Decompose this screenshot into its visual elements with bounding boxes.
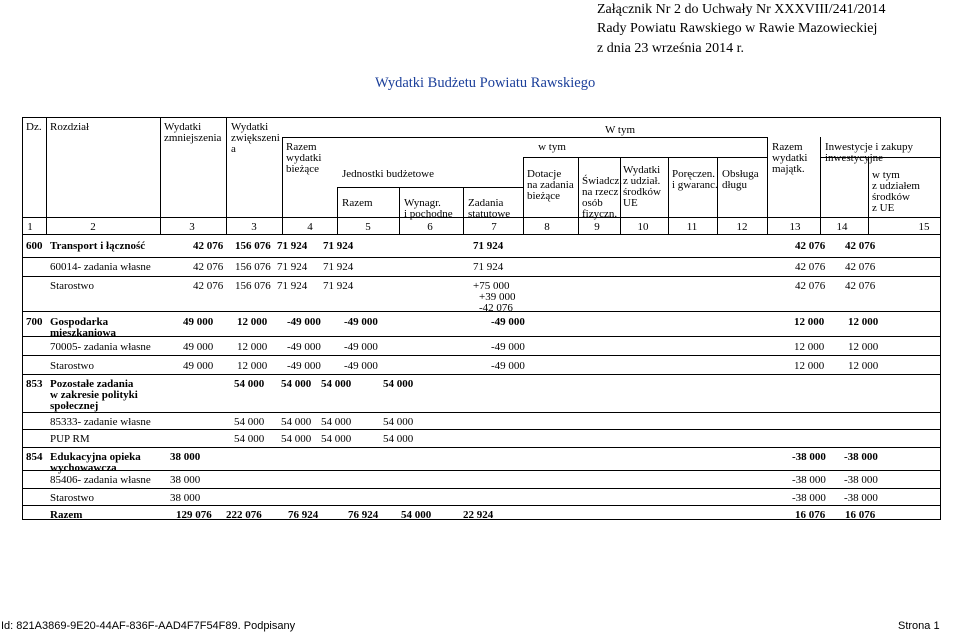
cell-wydatki-ue: -49 000 (491, 316, 525, 328)
header-rozdzial: Rozdział (50, 121, 90, 133)
header-inwestycje: inwestycyjne (825, 152, 884, 164)
cell-inwestycje: -38 000 (844, 451, 878, 463)
header-obsluga: długu (722, 179, 748, 191)
cell-razem-majatk: -38 000 (792, 492, 826, 504)
row-rule-dz (22, 355, 46, 356)
header-dotacje: Dotacje (527, 168, 562, 180)
column-number: 3 (251, 221, 257, 233)
column-number: 14 (836, 221, 848, 233)
row-rule-dz (22, 429, 46, 430)
row-name: 70005- zadania własne (50, 341, 151, 353)
cell-zwiekszenia: 222 076 (226, 509, 262, 521)
cell-zmniejszenia: 38 000 (170, 492, 201, 504)
cell-razem: 54 000 (281, 416, 312, 428)
row-name: Gospodarka (50, 316, 109, 328)
row-rule (46, 412, 940, 413)
header-rule-wtym (282, 137, 767, 138)
row-rule-dz (22, 488, 46, 489)
row-name: Pozostałe zadania (50, 378, 134, 390)
row-name: mieszkaniowa (50, 327, 116, 339)
cell-zmniejszenia: 49 000 (183, 360, 214, 372)
cell-zadania: 54 000 (383, 416, 414, 428)
cell-razem-majatk: 42 076 (795, 240, 826, 252)
row-rule (46, 355, 940, 356)
header-w-tym-ue: w tym (872, 169, 900, 181)
cell-inwestycje: 12 000 (848, 341, 879, 353)
cell-razem: 71 924 (277, 261, 308, 273)
row-name: 60014- zadania własne (50, 261, 151, 273)
header-dotacje: bieżące (527, 190, 560, 202)
cell-zmniejszenia: 49 000 (183, 316, 214, 328)
cell-zwiekszenia: 12 000 (237, 316, 268, 328)
header-column-rule (820, 137, 821, 234)
cell-zwiekszenia: 12 000 (237, 360, 268, 372)
header-razem-majatk: wydatki (772, 152, 808, 164)
column-number: 3 (189, 221, 195, 233)
cell-razem: 71 924 (277, 240, 308, 252)
row-name: Starostwo (50, 492, 94, 504)
page-title: Wydatki Budżetu Powiatu Rawskiego (375, 75, 596, 91)
header-rule-inwest-v (868, 157, 869, 217)
header-wydatki-ue: z udział. (623, 175, 661, 187)
header-zwiekszenia: a (231, 143, 236, 155)
header-zadania: Zadania (468, 197, 504, 209)
header-swiadcz: na rzecz (582, 186, 619, 198)
header-zmniejszenia: zmniejszenia (164, 132, 222, 144)
header-razem-biezace: Razem (286, 141, 317, 153)
header-dz: Dz. (26, 121, 42, 133)
header-column-rule (523, 217, 524, 234)
row-name: 85406- zadania własne (50, 474, 151, 486)
cell-zmniejszenia: 42 076 (193, 240, 224, 252)
column-number: 13 (789, 221, 801, 233)
cell-zwiekszenia: 54 000 (234, 378, 265, 390)
cell-razem: -49 000 (287, 316, 321, 328)
cell-zmniejszenia: 38 000 (170, 474, 201, 486)
row-name: w zakresie polityki (50, 389, 138, 401)
cell-zwiekszenia: 12 000 (237, 341, 268, 353)
cell-wydatki-ue: -49 000 (491, 341, 525, 353)
header-column-rule (46, 117, 47, 234)
cell-zmniejszenia: 38 000 (170, 451, 201, 463)
header-rule-jednostki (337, 187, 523, 188)
header-column-rule (337, 187, 338, 234)
cell-razem-majatk: 12 000 (794, 341, 825, 353)
header-column-rule (717, 157, 718, 234)
row-rule-dz (22, 311, 46, 312)
header-w-tym-ue: z udziałem (872, 180, 920, 192)
cell-zadania: -49 000 (344, 316, 378, 328)
cell-wynagr: 54 000 (321, 378, 352, 390)
cell-wydatki-ue: 22 924 (463, 509, 494, 521)
header-swiadcz: Świadcz. (582, 175, 623, 187)
cell-inwestycje: -38 000 (844, 474, 878, 486)
header-line-3: z dnia 23 września 2014 r. (597, 41, 744, 56)
row-rule (46, 488, 940, 489)
row-name: Transport i łączność (50, 240, 146, 252)
header-column-rule (160, 117, 161, 234)
header-dotacje: na zadania (527, 179, 574, 191)
cell-inwestycje: 16 076 (845, 509, 876, 521)
cell-razem-majatk: -38 000 (792, 451, 826, 463)
cell-zadania: -49 000 (344, 360, 378, 372)
header-column-rule (620, 157, 621, 234)
cell-wynagr: 54 000 (321, 433, 352, 445)
row-rule-dz (22, 505, 46, 506)
cell-razem-majatk: -38 000 (792, 474, 826, 486)
column-number: 10 (637, 221, 649, 233)
row-rule (46, 429, 940, 430)
row-rule-dz (22, 374, 46, 375)
cell-razem: 76 924 (288, 509, 319, 521)
cell-razem: 54 000 (281, 433, 312, 445)
row-rule (46, 470, 940, 471)
header-razem-biezace: bieżące (286, 163, 319, 175)
cell-zadania: 71 924 (323, 240, 354, 252)
cell-wydatki-ue: -49 000 (491, 360, 525, 372)
row-name: Starostwo (50, 360, 94, 372)
header-poreczen: i gwaranc. (672, 179, 718, 191)
column-number: 5 (365, 221, 371, 233)
column-number: 7 (491, 221, 497, 233)
header-razem-biezace: wydatki (286, 152, 322, 164)
column-number: 2 (90, 221, 96, 233)
row-rule (46, 257, 940, 258)
cell-dotacje: 54 000 (401, 509, 432, 521)
header-column-rule (282, 137, 283, 234)
cell-razem-majatk: 42 076 (795, 261, 826, 273)
number-row-bottom (22, 234, 940, 235)
cell-inwestycje: 42 076 (845, 280, 876, 292)
table-left-border (22, 117, 23, 520)
row-name: PUP RM (50, 433, 90, 445)
column-number: 4 (307, 221, 313, 233)
cell-zadania: 54 000 (383, 433, 414, 445)
row-dz: 700 (26, 316, 43, 328)
cell-zwiekszenia: 54 000 (234, 433, 265, 445)
row-rule (46, 374, 940, 375)
header-w-tym: W tym (604, 124, 636, 136)
header-obsluga: Obsługa (722, 168, 759, 180)
cell-razem-majatk: 16 076 (795, 509, 826, 521)
header-column-rule (463, 187, 464, 234)
header-w-tym-inner: w tym (538, 141, 566, 153)
header-zmniejszenia: Wydatki (164, 121, 202, 133)
cell-zmniejszenia: 129 076 (176, 509, 212, 521)
column-number: 12 (736, 221, 748, 233)
header-w-tym-ue: z UE (872, 202, 895, 214)
cell-zmniejszenia: 49 000 (183, 341, 214, 353)
cell-razem-majatk: 12 000 (794, 360, 825, 372)
header-wynagr: i pochodne (404, 208, 453, 220)
cell-zwiekszenia: 54 000 (234, 416, 265, 428)
row-rule-dz (22, 470, 46, 471)
header-wynagr: Wynagr. (404, 197, 441, 209)
column-number: 8 (544, 221, 550, 233)
header-razem-majatk: Razem (772, 141, 803, 153)
cell-zadania: 76 924 (348, 509, 379, 521)
table-right-border (940, 117, 941, 520)
row-name: Starostwo (50, 280, 94, 292)
header-inwestycje: Inwestycje i zakupy (825, 141, 913, 153)
header-swiadcz: fizyczn. (582, 208, 618, 220)
cell-wynagr: 54 000 (321, 416, 352, 428)
cell-razem-majatk: 42 076 (795, 280, 826, 292)
header-rule-wtym-inner (523, 157, 767, 158)
row-rule-dz (22, 412, 46, 413)
cell-inwestycje: -38 000 (844, 492, 878, 504)
cell-razem: -49 000 (287, 360, 321, 372)
row-rule-dz (22, 276, 46, 277)
header-line-2: Rady Powiatu Rawskiego w Rawie Mazowieckiej (597, 21, 878, 36)
cell-wydatki-ue: +75 000 (473, 280, 510, 292)
header-wydatki-ue: środków (623, 186, 661, 198)
header-jednostki: Jednostki budżetowe (342, 168, 434, 180)
header-razem: Razem (342, 197, 373, 209)
row-rule (46, 276, 940, 277)
cell-zadania: 54 000 (383, 378, 414, 390)
header-razem-majatk: majątk. (772, 163, 805, 175)
cell-wydatki-ue: +39 000 (479, 291, 516, 303)
row-dz: 600 (26, 240, 43, 252)
cell-zwiekszenia: 156 076 (235, 280, 271, 292)
cell-zadania: -49 000 (344, 341, 378, 353)
row-name: Edukacyjna opieka (50, 451, 141, 463)
header-column-rule (767, 137, 768, 234)
header-zwiekszenia: zwiększeni (231, 132, 280, 144)
row-name: Razem (50, 509, 83, 521)
header-line-1: Załącznik Nr 2 do Uchwały Nr XXXVIII/241/2014 (597, 2, 886, 17)
cell-zwiekszenia: 156 076 (235, 240, 271, 252)
header-zadania: statutowe (468, 208, 511, 220)
footer-id: Id: 821A3869-9E20-44AF-836F-AAD4F7F54F89. Podpisany (1, 620, 296, 632)
column-number: 1 (27, 221, 33, 233)
cell-razem: -49 000 (287, 341, 321, 353)
header-wydatki-ue: Wydatki (623, 164, 661, 176)
footer-page: Strona 1 (898, 620, 940, 632)
row-dz: 853 (26, 378, 43, 390)
cell-zadania: 71 924 (323, 280, 354, 292)
row-rule-dz (22, 336, 46, 337)
row-name: wychowawcza (50, 462, 117, 474)
row-dz: 854 (26, 451, 43, 463)
cell-inwestycje: 12 000 (848, 316, 879, 328)
row-rule-dz (22, 447, 46, 448)
row-name: społecznej (50, 400, 99, 412)
cell-inwestycje: 12 000 (848, 360, 879, 372)
cell-razem: 54 000 (281, 378, 312, 390)
cell-zmniejszenia: 42 076 (193, 261, 224, 273)
header-poreczen: Poręczen. (672, 168, 716, 180)
header-swiadcz: osób (582, 197, 603, 209)
row-rule (46, 336, 940, 337)
row-rule (46, 447, 940, 448)
cell-zmniejszenia: 42 076 (193, 280, 224, 292)
row-rule-dz (22, 257, 46, 258)
cell-wydatki-ue: -42 076 (479, 302, 513, 314)
header-zwiekszenia: Wydatki (231, 121, 269, 133)
column-number: 6 (427, 221, 433, 233)
column-number: 15 (918, 221, 930, 233)
header-wydatki-ue: UE (623, 197, 638, 209)
column-number: 11 (686, 221, 698, 233)
cell-inwestycje: 42 076 (845, 240, 876, 252)
header-column-rule (399, 187, 400, 234)
header-column-rule (668, 157, 669, 234)
cell-zadania: 71 924 (323, 261, 354, 273)
cell-razem: 71 924 (277, 280, 308, 292)
row-rule (46, 505, 940, 506)
cell-wydatki-ue: 71 924 (473, 240, 504, 252)
header-column-rule (226, 117, 227, 234)
cell-wydatki-ue: 71 924 (473, 261, 504, 273)
header-w-tym-ue: środków (872, 191, 910, 203)
header-column-rule (578, 157, 579, 234)
row-name: 85333- zadanie własne (50, 416, 151, 428)
cell-zwiekszenia: 156 076 (235, 261, 271, 273)
cell-inwestycje: 42 076 (845, 261, 876, 273)
column-number: 9 (594, 221, 600, 233)
cell-razem-majatk: 12 000 (794, 316, 825, 328)
